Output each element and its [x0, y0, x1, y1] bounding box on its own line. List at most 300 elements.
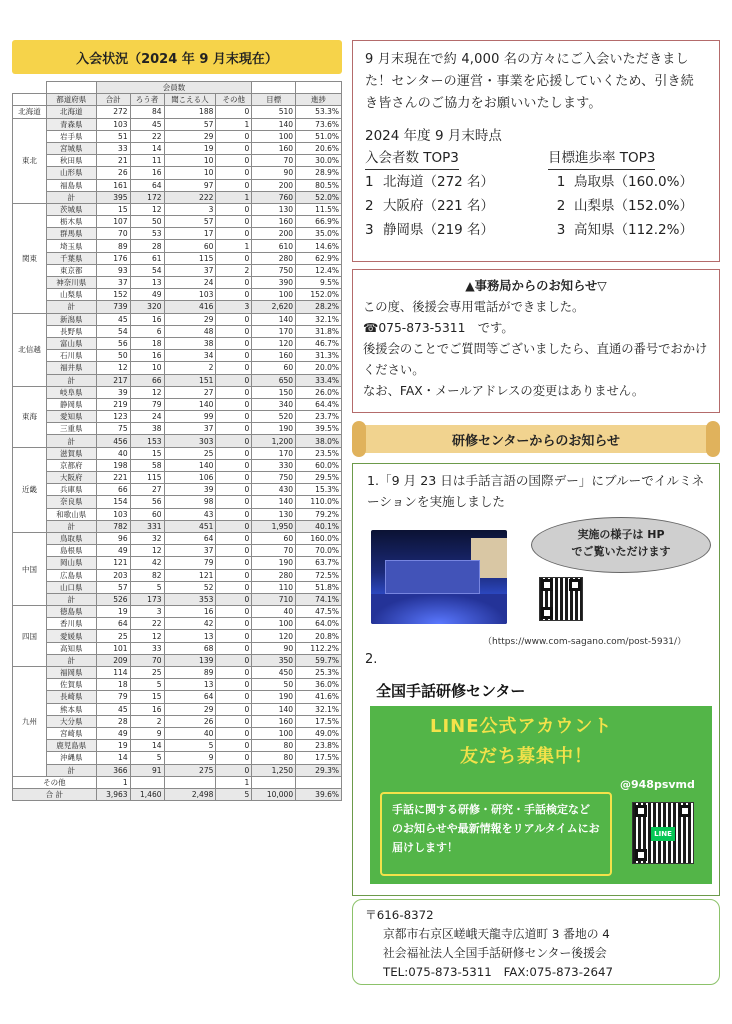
pref-head-top: [46, 82, 96, 94]
grand-total-row: [13, 788, 342, 800]
value-cell: 12: [96, 362, 130, 374]
header-progress: 進捗: [296, 94, 342, 106]
value-cell: 160.0%: [296, 532, 342, 544]
value-cell: 70: [252, 155, 296, 167]
pref-cell: 福島県: [46, 179, 96, 191]
notice-line: この度、後援会専用電話ができました。: [363, 300, 585, 314]
value-cell: 0: [216, 216, 252, 228]
value-cell: 14.6%: [296, 240, 342, 252]
value-cell: 152: [96, 289, 130, 301]
value-cell: 100: [252, 618, 296, 630]
value-cell: 209: [96, 654, 130, 666]
value-cell: 120: [252, 337, 296, 349]
rate-top3-heading: 目標進歩率 TOP3: [548, 147, 655, 170]
value-cell: 3,963: [96, 788, 130, 800]
value-cell: 2: [216, 264, 252, 276]
table-row: [13, 484, 342, 496]
value-cell: 123: [96, 411, 130, 423]
table-row: [13, 727, 342, 739]
value-cell: 52: [164, 581, 216, 593]
value-cell: 0: [216, 337, 252, 349]
value-cell: 90: [252, 167, 296, 179]
value-cell: 0: [216, 557, 252, 569]
value-cell: 3: [130, 606, 164, 618]
value-cell: 0: [216, 740, 252, 752]
value-cell: 41.6%: [296, 691, 342, 703]
region-cell: 北海道: [13, 106, 47, 118]
pref-cell: 茨城県: [46, 203, 96, 215]
value-cell: 150: [252, 386, 296, 398]
table-row: [13, 654, 342, 666]
value-cell: 152.0%: [296, 289, 342, 301]
line-promo-heading: LINE公式アカウント: [430, 716, 613, 737]
table-row: [13, 386, 342, 398]
value-cell: 13: [130, 277, 164, 289]
value-cell: 12: [130, 630, 164, 642]
line-handle: @948psvmd: [620, 778, 695, 791]
value-cell: 0: [216, 313, 252, 325]
value-cell: 23.5%: [296, 447, 342, 459]
value-cell: 15: [130, 447, 164, 459]
value-cell: 57: [164, 118, 216, 130]
value-cell: 13: [164, 679, 216, 691]
table-row: [13, 301, 342, 313]
pref-cell: 和歌山県: [46, 508, 96, 520]
pref-cell: 山梨県: [46, 289, 96, 301]
value-cell: 15.3%: [296, 484, 342, 496]
value-cell: [252, 776, 296, 788]
header-hearing: 聞こえる人: [164, 94, 216, 106]
value-cell: 130: [252, 203, 296, 215]
value-cell: 60: [164, 240, 216, 252]
pref-cell: 沖縄県: [46, 752, 96, 764]
value-cell: 450: [252, 667, 296, 679]
value-cell: 0: [216, 374, 252, 386]
pref-cell: 栃木県: [46, 216, 96, 228]
value-cell: 170: [252, 325, 296, 337]
table-row: [13, 679, 342, 691]
value-cell: 16: [130, 703, 164, 715]
value-cell: 17.5%: [296, 752, 342, 764]
value-cell: 1: [216, 776, 252, 788]
table-row: [13, 606, 342, 618]
members-top3: [365, 147, 536, 242]
value-cell: 100: [252, 130, 296, 142]
value-cell: 25: [164, 447, 216, 459]
value-cell: 79: [164, 557, 216, 569]
value-cell: 56: [96, 337, 130, 349]
pref-cell: 計: [46, 764, 96, 776]
value-cell: 0: [216, 167, 252, 179]
address-box: [352, 899, 720, 985]
table-row: [13, 557, 342, 569]
value-cell: 32: [130, 532, 164, 544]
pref-cell: 神奈川県: [46, 277, 96, 289]
value-cell: 39.6%: [296, 788, 342, 800]
value-cell: 31.3%: [296, 350, 342, 362]
table-row: [13, 191, 342, 203]
value-cell: 0: [216, 350, 252, 362]
pref-cell: 計: [46, 593, 96, 605]
pref-cell: 千葉県: [46, 252, 96, 264]
pref-cell: 計: [46, 654, 96, 666]
value-cell: 0: [216, 532, 252, 544]
value-cell: 0: [216, 642, 252, 654]
value-cell: [164, 776, 216, 788]
value-cell: 510: [252, 106, 296, 118]
table-row: [13, 545, 342, 557]
value-cell: 121: [164, 569, 216, 581]
value-cell: 140: [164, 398, 216, 410]
value-cell: 1: [96, 776, 130, 788]
value-cell: 37: [96, 277, 130, 289]
line-promo-subheading: 友だち募集中！: [460, 746, 593, 767]
value-cell: 75: [96, 423, 130, 435]
value-cell: 70: [130, 654, 164, 666]
region-cell: 東海: [13, 386, 47, 447]
value-cell: 79: [130, 398, 164, 410]
value-cell: 20.8%: [296, 630, 342, 642]
value-cell: 350: [252, 654, 296, 666]
table-row: [13, 447, 342, 459]
news-item-2-number: 2.: [365, 652, 378, 667]
value-cell: 24: [130, 411, 164, 423]
value-cell: 112.2%: [296, 642, 342, 654]
value-cell: 5: [130, 752, 164, 764]
pref-cell: 佐賀県: [46, 679, 96, 691]
region-cell: 九州: [13, 667, 47, 777]
value-cell: 98: [164, 496, 216, 508]
value-cell: 12: [130, 545, 164, 557]
value-cell: 48: [164, 325, 216, 337]
value-cell: 0: [216, 654, 252, 666]
value-cell: 160: [252, 350, 296, 362]
value-cell: 64: [96, 618, 130, 630]
value-cell: 103: [96, 118, 130, 130]
value-cell: 19: [96, 740, 130, 752]
rate-top3: [536, 147, 707, 242]
value-cell: 79: [96, 691, 130, 703]
post-url[interactable]: （https://www.com-sagano.com/post-5931/）: [483, 637, 687, 647]
value-cell: 0: [216, 764, 252, 776]
value-cell: 28.2%: [296, 301, 342, 313]
value-cell: 42: [164, 618, 216, 630]
value-cell: 35.0%: [296, 228, 342, 240]
value-cell: 140: [252, 496, 296, 508]
value-cell: 10: [164, 167, 216, 179]
qr-code-icon[interactable]: [539, 577, 583, 621]
region-cell: 近畿: [13, 447, 47, 532]
value-cell: 0: [216, 252, 252, 264]
value-cell: 22: [130, 618, 164, 630]
table-row: [13, 106, 342, 118]
value-cell: 25: [96, 630, 130, 642]
value-cell: 49: [96, 727, 130, 739]
value-cell: 0: [216, 752, 252, 764]
table-row: [13, 142, 342, 154]
pref-cell: 大阪府: [46, 472, 96, 484]
table-row: [13, 289, 342, 301]
table-row: [13, 593, 342, 605]
pref-cell: 福岡県: [46, 667, 96, 679]
pref-cell: 熊本県: [46, 703, 96, 715]
value-cell: 12: [130, 203, 164, 215]
office-notice-box: [352, 269, 720, 413]
pref-cell: 埼玉県: [46, 240, 96, 252]
value-cell: 0: [216, 130, 252, 142]
value-cell: 37: [164, 264, 216, 276]
value-cell: 14: [96, 752, 130, 764]
table-row: [13, 350, 342, 362]
value-cell: 416: [164, 301, 216, 313]
value-cell: 34: [164, 350, 216, 362]
pref-cell: 計: [46, 301, 96, 313]
value-cell: 14: [130, 740, 164, 752]
value-cell: 91: [130, 764, 164, 776]
value-cell: 190: [252, 423, 296, 435]
value-cell: 203: [96, 569, 130, 581]
pref-cell: 計: [46, 435, 96, 447]
header-deaf: ろう者: [130, 94, 164, 106]
value-cell: 0: [216, 545, 252, 557]
pref-cell: 山口県: [46, 581, 96, 593]
region-cell: 四国: [13, 606, 47, 667]
center-news-banner: [352, 421, 720, 457]
value-cell: 280: [252, 252, 296, 264]
value-cell: 160: [252, 715, 296, 727]
table-row: [13, 240, 342, 252]
value-cell: 12: [130, 386, 164, 398]
value-cell: 151: [164, 374, 216, 386]
value-cell: 47.5%: [296, 606, 342, 618]
value-cell: 54: [130, 264, 164, 276]
value-cell: 64: [164, 691, 216, 703]
header-pref: 都道府県: [46, 94, 96, 106]
value-cell: 40: [96, 447, 130, 459]
value-cell: 153: [130, 435, 164, 447]
pref-cell: 京都府: [46, 459, 96, 471]
notice-line: なお、FAX・メールアドレスの変更はありません。: [363, 384, 645, 398]
value-cell: 42: [130, 557, 164, 569]
value-cell: 520: [252, 411, 296, 423]
value-cell: 173: [130, 593, 164, 605]
table-row: [13, 423, 342, 435]
value-cell: 1,250: [252, 764, 296, 776]
table-row: [13, 313, 342, 325]
value-cell: 0: [216, 411, 252, 423]
value-cell: 650: [252, 374, 296, 386]
year-line: 2024 年度 9 月末時点: [365, 128, 502, 144]
pref-cell: 計: [46, 374, 96, 386]
value-cell: 0: [216, 679, 252, 691]
value-cell: 219: [96, 398, 130, 410]
value-cell: 101: [96, 642, 130, 654]
pref-cell: 愛媛県: [46, 630, 96, 642]
pref-cell: 富山県: [46, 337, 96, 349]
value-cell: 1,950: [252, 520, 296, 532]
value-cell: 100: [252, 727, 296, 739]
value-cell: 1,200: [252, 435, 296, 447]
table-row: [13, 642, 342, 654]
value-cell: 64.4%: [296, 398, 342, 410]
value-cell: 40.1%: [296, 520, 342, 532]
value-cell: 1,460: [130, 788, 164, 800]
list-item: 1 鳥取県（160.0%）: [556, 174, 693, 190]
value-cell: 19: [96, 606, 130, 618]
line-qr-code-icon[interactable]: [632, 802, 694, 864]
value-cell: 28.9%: [296, 167, 342, 179]
value-cell: 115: [130, 472, 164, 484]
value-cell: 1: [216, 240, 252, 252]
value-cell: 750: [252, 264, 296, 276]
row-label-cell: その他: [13, 776, 97, 788]
value-cell: 89: [164, 667, 216, 679]
value-cell: 0: [216, 691, 252, 703]
value-cell: [130, 776, 164, 788]
value-cell: 0: [216, 155, 252, 167]
value-cell: 27: [130, 484, 164, 496]
value-cell: 66: [96, 484, 130, 496]
value-cell: 430: [252, 484, 296, 496]
value-cell: 97: [164, 179, 216, 191]
other-row: [13, 776, 342, 788]
table-row: [13, 179, 342, 191]
value-cell: 29.5%: [296, 472, 342, 484]
table-row: [13, 532, 342, 544]
value-cell: 38: [130, 423, 164, 435]
value-cell: 0: [216, 508, 252, 520]
member-count-group-header: 会員数: [96, 82, 252, 94]
value-cell: 25: [130, 667, 164, 679]
value-cell: 73.6%: [296, 118, 342, 130]
pref-cell: 石川県: [46, 350, 96, 362]
value-cell: 72.5%: [296, 569, 342, 581]
value-cell: 32.1%: [296, 703, 342, 715]
pref-cell: 滋賀県: [46, 447, 96, 459]
pref-cell: 長野県: [46, 325, 96, 337]
list-item: 3 静岡県（219 名）: [365, 222, 495, 238]
value-cell: 2: [164, 362, 216, 374]
table-row: [13, 764, 342, 776]
value-cell: 0: [216, 703, 252, 715]
value-cell: 0: [216, 496, 252, 508]
value-cell: 37: [164, 545, 216, 557]
table-row: [13, 496, 342, 508]
value-cell: 52.0%: [296, 191, 342, 203]
table-row: [13, 752, 342, 764]
value-cell: 28: [96, 715, 130, 727]
value-cell: 66.9%: [296, 216, 342, 228]
pref-cell: 計: [46, 520, 96, 532]
value-cell: 390: [252, 277, 296, 289]
value-cell: 37: [164, 423, 216, 435]
pref-cell: 福井県: [46, 362, 96, 374]
value-cell: 49.0%: [296, 727, 342, 739]
value-cell: 0: [216, 106, 252, 118]
pref-cell: 島根県: [46, 545, 96, 557]
value-cell: 221: [96, 472, 130, 484]
value-cell: 395: [96, 191, 130, 203]
header-target: 目標: [252, 94, 296, 106]
value-cell: 610: [252, 240, 296, 252]
value-cell: 110: [252, 581, 296, 593]
value-cell: 140: [252, 118, 296, 130]
value-cell: 60: [130, 508, 164, 520]
value-cell: 0: [216, 667, 252, 679]
table-row: [13, 703, 342, 715]
value-cell: 0: [216, 386, 252, 398]
table-row: [13, 411, 342, 423]
value-cell: 188: [164, 106, 216, 118]
value-cell: 170: [252, 447, 296, 459]
value-cell: 750: [252, 472, 296, 484]
value-cell: 0: [216, 569, 252, 581]
value-cell: 12.4%: [296, 264, 342, 276]
value-cell: 56: [130, 496, 164, 508]
value-cell: 103: [164, 289, 216, 301]
value-cell: 40: [252, 606, 296, 618]
value-cell: 57: [96, 581, 130, 593]
membership-title: 入会状況（2024 年 9 月末現在）: [12, 40, 342, 74]
list-item: 1 北海道（272 名）: [365, 174, 495, 190]
value-cell: 51.0%: [296, 130, 342, 142]
pref-cell: 岡山県: [46, 557, 96, 569]
value-cell: 739: [96, 301, 130, 313]
table-row: [13, 337, 342, 349]
list-item: 2 大阪府（221 名）: [365, 198, 495, 214]
table-row: [13, 118, 342, 130]
value-cell: 172: [130, 191, 164, 203]
value-cell: 275: [164, 764, 216, 776]
value-cell: 0: [216, 277, 252, 289]
value-cell: 303: [164, 435, 216, 447]
value-cell: 330: [252, 459, 296, 471]
pref-cell: 岐阜県: [46, 386, 96, 398]
value-cell: 63.7%: [296, 557, 342, 569]
table-row: [13, 130, 342, 142]
value-cell: 0: [216, 362, 252, 374]
value-cell: 53: [130, 228, 164, 240]
value-cell: 121: [96, 557, 130, 569]
table-row: [13, 362, 342, 374]
value-cell: 190: [252, 691, 296, 703]
value-cell: 0: [216, 447, 252, 459]
table-row: [13, 581, 342, 593]
line-promo-panel: [370, 706, 712, 884]
value-cell: 64: [130, 179, 164, 191]
table-row: [13, 203, 342, 215]
pref-cell: 広島県: [46, 569, 96, 581]
value-cell: 107: [96, 216, 130, 228]
value-cell: 23.8%: [296, 740, 342, 752]
notice-line: 後援会のことでご質問等ございましたら、直通の番号でおかけください。: [363, 342, 708, 377]
value-cell: 154: [96, 496, 130, 508]
value-cell: 0: [216, 618, 252, 630]
table-row: [13, 472, 342, 484]
value-cell: 200: [252, 228, 296, 240]
pref-cell: 鳥取県: [46, 532, 96, 544]
zip-code: 〒616-8372: [365, 908, 434, 922]
value-cell: 74.1%: [296, 593, 342, 605]
pref-cell: 北海道: [46, 106, 96, 118]
value-cell: 5: [164, 740, 216, 752]
value-cell: 9: [164, 752, 216, 764]
value-cell: 60: [252, 532, 296, 544]
pref-cell: 兵庫県: [46, 484, 96, 496]
value-cell: 0: [216, 606, 252, 618]
value-cell: 89: [96, 240, 130, 252]
value-cell: 60.0%: [296, 459, 342, 471]
